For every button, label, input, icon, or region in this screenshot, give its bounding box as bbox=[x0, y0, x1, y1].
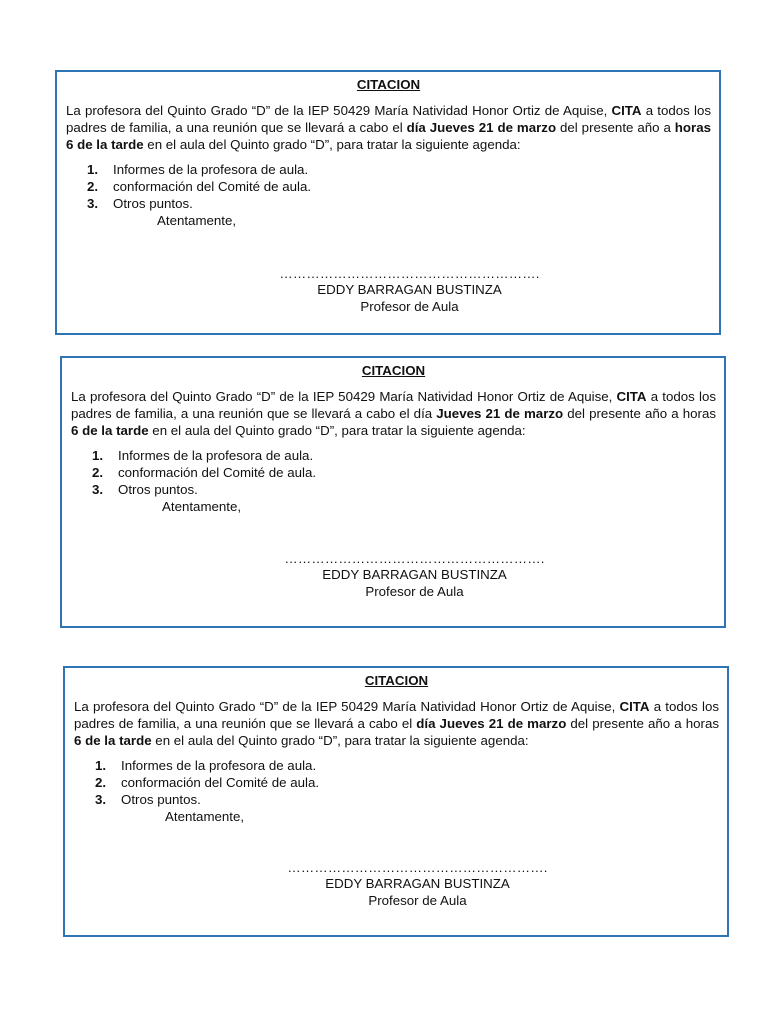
agenda-number: 3. bbox=[95, 792, 107, 807]
agenda-text: Informes de la profesora de aula. bbox=[113, 162, 309, 177]
agenda-number: 2. bbox=[87, 179, 99, 194]
citation-title: CITACION bbox=[356, 77, 421, 92]
body-bold-cita: CITA bbox=[611, 103, 642, 118]
body-bold-time: 6 de la tarde bbox=[74, 733, 152, 748]
agenda-item bbox=[92, 464, 716, 481]
citation-title: CITACION bbox=[364, 673, 429, 688]
body-text-segment: La profesora del Quinto Grado “D” de la IEP 50429 María Natividad Honor Ortiz de Aquise, bbox=[74, 699, 620, 714]
agenda-item bbox=[87, 178, 711, 195]
body-text-segment: en el aula del Quinto grado “D”, para tratar la siguiente agenda: bbox=[151, 733, 529, 748]
agenda-number: 1. bbox=[87, 162, 99, 177]
agenda-text: Otros puntos. bbox=[121, 792, 201, 807]
signer-role: Profesor de Aula bbox=[365, 584, 464, 599]
agenda-item bbox=[92, 481, 716, 498]
body-bold-date: día Jueves 21 de marzo bbox=[416, 716, 567, 731]
citation-title: CITACION bbox=[361, 363, 426, 378]
citation-body bbox=[71, 388, 716, 439]
signer-name: EDDY BARRAGAN BUSTINZA bbox=[325, 876, 510, 891]
signer-name: EDDY BARRAGAN BUSTINZA bbox=[317, 282, 502, 297]
agenda-number: 3. bbox=[87, 196, 99, 211]
closing-text: Atentamente, bbox=[157, 213, 237, 228]
agenda-list bbox=[71, 447, 716, 498]
agenda-text: conformación del Comité de aula. bbox=[118, 465, 317, 480]
body-text-segment: en el aula del Quinto grado “D”, para tratar la siguiente agenda: bbox=[148, 423, 526, 438]
agenda-item bbox=[95, 791, 719, 808]
closing-text: Atentamente, bbox=[162, 499, 242, 514]
agenda-item bbox=[87, 195, 711, 212]
citation-card-1 bbox=[55, 70, 721, 335]
body-bold-date: Jueves 21 de marzo bbox=[436, 406, 564, 421]
citation-body bbox=[66, 102, 711, 153]
body-text-segment: La profesora del Quinto Grado “D” de la IEP 50429 María Natividad Honor Ortiz de Aquise, bbox=[66, 103, 612, 118]
body-text-segment: en el aula del Quinto grado “D”, para tratar la siguiente agenda: bbox=[143, 137, 521, 152]
citation-body bbox=[74, 698, 719, 749]
signature-line: …………………………………………………. bbox=[287, 860, 548, 875]
agenda-number: 1. bbox=[92, 448, 104, 463]
agenda-item bbox=[95, 757, 719, 774]
body-text-segment: del presente año a horas bbox=[563, 406, 716, 421]
signer-role: Profesor de Aula bbox=[368, 893, 467, 908]
closing-text: Atentamente, bbox=[165, 809, 245, 824]
agenda-number: 2. bbox=[95, 775, 107, 790]
agenda-item bbox=[95, 774, 719, 791]
signer-name: EDDY BARRAGAN BUSTINZA bbox=[322, 567, 507, 582]
agenda-number: 2. bbox=[92, 465, 104, 480]
body-text-segment: a todos los padres de familia, a una reunión que se llevará a cabo el día bbox=[71, 389, 716, 421]
agenda-number: 3. bbox=[92, 482, 104, 497]
body-text-segment: a todos los padres de familia, a una reunión que se llevará a cabo el bbox=[66, 103, 711, 135]
agenda-text: Informes de la profesora de aula. bbox=[118, 448, 314, 463]
body-bold-cita: CITA bbox=[616, 389, 647, 404]
body-bold-date: día Jueves 21 de marzo bbox=[406, 120, 557, 135]
agenda-item bbox=[92, 447, 716, 464]
citation-card-2 bbox=[60, 356, 726, 628]
signer-role: Profesor de Aula bbox=[360, 299, 459, 314]
signature-line: …………………………………………………. bbox=[284, 551, 545, 566]
body-text-segment: del presente año a horas bbox=[566, 716, 719, 731]
agenda-text: conformación del Comité de aula. bbox=[113, 179, 312, 194]
signature-block bbox=[65, 861, 727, 909]
body-text-segment: La profesora del Quinto Grado “D” de la IEP 50429 María Natividad Honor Ortiz de Aquise, bbox=[71, 389, 617, 404]
body-bold-time: horas 6 de la tarde bbox=[66, 120, 711, 152]
body-text-segment: del presente año a bbox=[556, 120, 675, 135]
signature-block bbox=[62, 552, 724, 600]
citation-card-3 bbox=[63, 666, 729, 937]
agenda-number: 1. bbox=[95, 758, 107, 773]
body-bold-time: 6 de la tarde bbox=[71, 423, 149, 438]
signature-line: …………………………………………………. bbox=[279, 266, 540, 281]
agenda-text: Informes de la profesora de aula. bbox=[121, 758, 317, 773]
body-text-segment: a todos los padres de familia, a una reunión que se llevará a cabo el bbox=[74, 699, 719, 731]
agenda-item bbox=[87, 161, 711, 178]
agenda-text: conformación del Comité de aula. bbox=[121, 775, 320, 790]
agenda-list bbox=[74, 757, 719, 808]
agenda-text: Otros puntos. bbox=[113, 196, 193, 211]
agenda-list bbox=[66, 161, 711, 212]
body-bold-cita: CITA bbox=[619, 699, 650, 714]
signature-block bbox=[57, 267, 719, 315]
agenda-text: Otros puntos. bbox=[118, 482, 198, 497]
